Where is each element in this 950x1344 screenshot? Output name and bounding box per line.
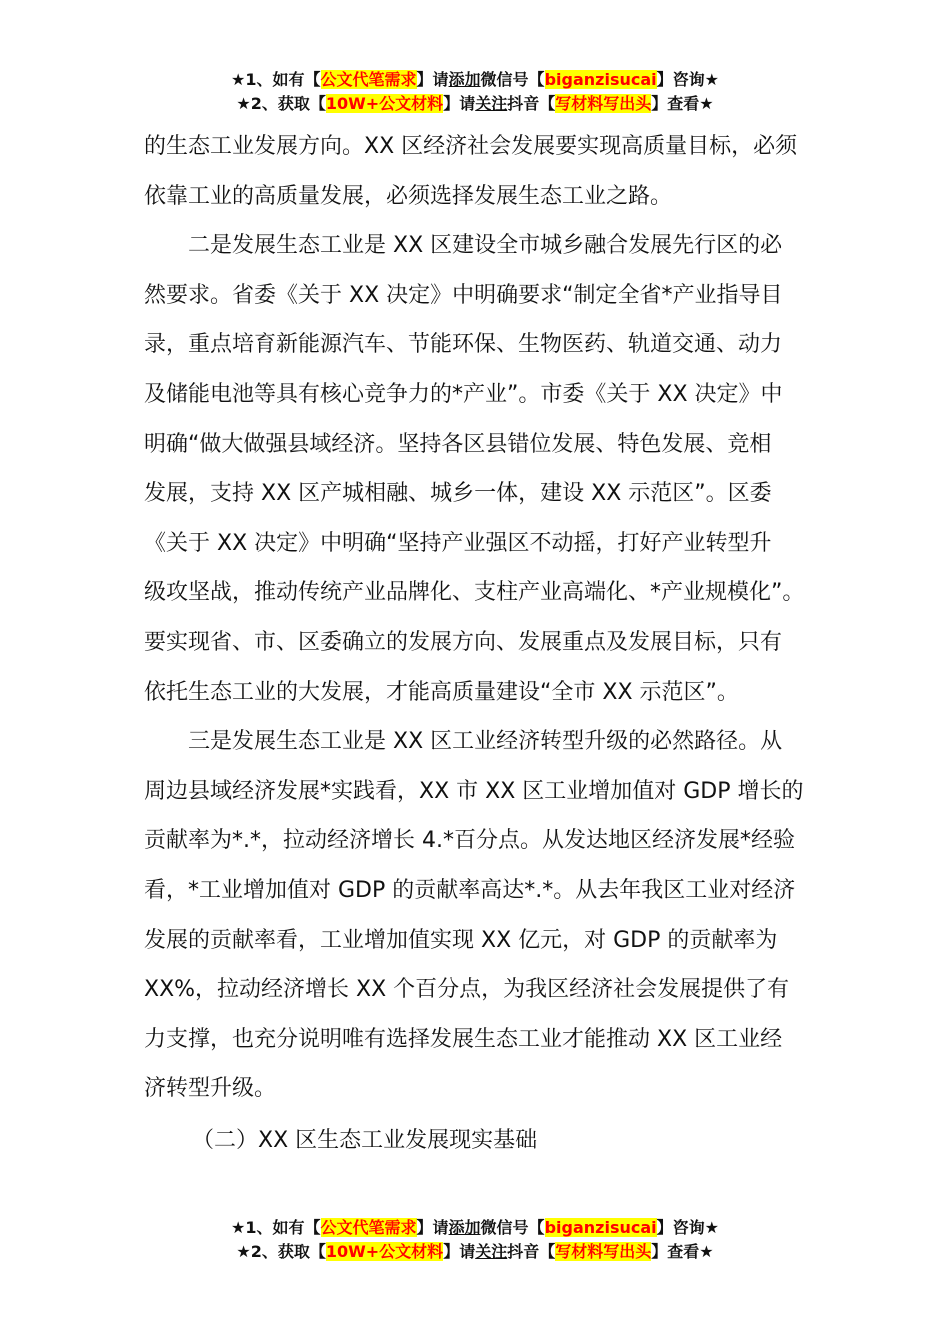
banner-underlined: 关注 [475,94,508,113]
body-line: 《关于 XX 决定》中明确“坚持产业强区不动摇，打好产业转型升 [144,530,772,556]
banner-highlight: 写材料写出头 [555,94,652,113]
banner-text: 抖音【 [507,94,556,113]
body-line: XX%，拉动经济增长 XX 个百分点，为我区经济社会发展提供了有 [144,977,790,1003]
banner-highlight: 写材料写出头 [555,1242,652,1261]
banner-text: 微信号【 [480,1218,545,1237]
banner-text: 】请 [416,70,449,89]
section-heading: （二）XX 区生态工业发展现实基础 [192,1128,538,1153]
banner-line-2 [0,92,950,116]
banner-text: 】咨询★ [656,1218,719,1237]
banner-text: ★2、获取【 [236,1242,326,1261]
banner-underlined: 添加 [448,70,481,89]
banner-text: 】咨询★ [656,70,719,89]
body-line: 级攻坚战，推动传统产业品牌化、支柱产业高端化、*产业规模化”。 [144,580,805,606]
banner-text: 】请 [443,1242,476,1261]
banner-underlined: 添加 [448,1218,481,1237]
body-line: 发展，支持 XX 区产城相融、城乡一体，建设 XX 示范区”。区委 [144,481,772,507]
banner-line-2 [0,1240,950,1264]
body-line: 二是发展生态工业是 XX 区建设全市城乡融合发展先行区的必 [144,233,783,259]
body-line: 依靠工业的高质量发展，必须选择发展生态工业之路。 [144,183,673,209]
body-line: 的生态工业发展方向。XX 区经济社会发展要实现高质量目标，必须 [144,134,798,159]
body-line: 看，*工业增加值对 GDP 的贡献率高达*.*。从去年我区工业对经济 [144,877,796,903]
body-line: 周边县域经济发展*实践看，XX 市 XX 区工业增加值对 GDP 增长的 [144,778,804,804]
banner-text: ★2、获取【 [236,94,326,113]
body-line: 力支撑，也充分说明唯有选择发展生态工业才能推动 XX 区工业经 [144,1026,783,1052]
banner-text: ★1、如有【 [231,70,321,89]
body-line: 要实现省、市、区委确立的发展方向、发展重点及发展目标，只有 [144,629,783,655]
body-line: 发展的贡献率看，工业增加值实现 XX 亿元，对 GDP 的贡献率为 [144,927,778,953]
footer-banner [0,1216,950,1264]
banner-highlight: 公文代笔需求 [320,1218,417,1237]
body-line: 及储能电池等具有核心竞争力的*产业”。市委《关于 XX 决定》中 [144,381,783,407]
body-line: 明确“做大做强县域经济。坚持各区县错位发展、特色发展、竞相 [144,431,772,457]
body-line: 三是发展生态工业是 XX 区工业经济转型升级的必然路径。从 [144,729,783,755]
banner-line-1 [0,68,950,92]
banner-text: 微信号【 [480,70,545,89]
banner-text: 抖音【 [507,1242,556,1261]
header-banner [0,68,950,116]
body-line: 依托生态工业的大发展，才能高质量建设“全市 XX 示范区”。 [144,679,739,705]
banner-underlined: 关注 [475,1242,508,1261]
banner-text: 】查看★ [651,1242,714,1261]
banner-text: ★1、如有【 [231,1218,321,1237]
banner-line-1 [0,1216,950,1240]
banner-highlight: biganzisucai [544,70,657,89]
banner-text: 】请 [416,1218,449,1237]
banner-highlight: 10W+公文材料 [325,1242,444,1261]
body-line: 录，重点培育新能源汽车、节能环保、生物医药、轨道交通、动力 [144,332,783,358]
banner-text: 】查看★ [651,94,714,113]
banner-highlight: biganzisucai [544,1218,657,1237]
banner-highlight: 公文代笔需求 [320,70,417,89]
body-line: 然要求。省委《关于 XX 决定》中明确要求“制定全省*产业指导目 [144,282,783,308]
body-line: 济转型升级。 [144,1076,277,1102]
document-body [144,122,816,1114]
banner-highlight: 10W+公文材料 [325,94,444,113]
body-line: 贡献率为*.*，拉动经济增长 4.*百分点。从发达地区经济发展*经验 [144,828,795,854]
banner-text: 】请 [443,94,476,113]
